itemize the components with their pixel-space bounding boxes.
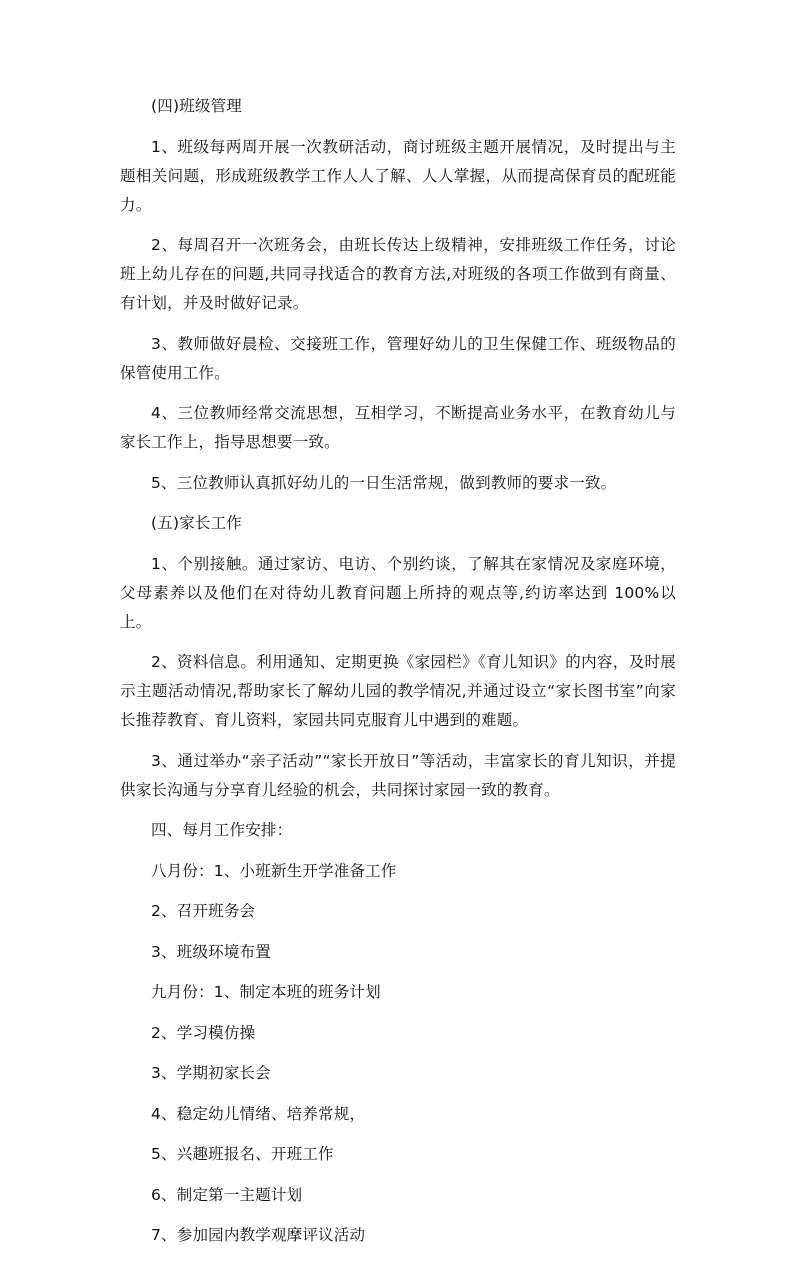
september-item-3: 3、学期初家长会: [151, 1064, 271, 1082]
august-item-1: 八月份：1、小班新生开学准备工作: [151, 861, 397, 880]
parent-work-item-2: 2、资料信息。利用通知、定期更换《家园栏》《育儿知识》的内容，及时展示主题活动情况,帮助家长了解幼儿园的教学情况,并通过设立“家长图书室”向家长推荐教育、育儿资料，家园共同克服育儿中遇到的难题。: [120, 653, 676, 729]
september-item-7: 7、参加园内教学观摩评议活动: [151, 1226, 366, 1244]
section-heading-class-management: (四)班级管理: [151, 97, 242, 115]
august-item-2: 2、召开班务会: [151, 902, 256, 920]
september-item-6: 6、制定第一主题计划: [151, 1185, 303, 1204]
section-heading-parent-work: (五)家长工作: [151, 514, 242, 532]
parent-work-item-1: 1、个别接触。通过家访、电访、个别约谈，了解其在家情况及家庭环境，父母素养以及他们在对待幼儿教育问题上所持的观点等,约访率达到 100%以上。: [120, 554, 676, 631]
september-item-4: 4、稳定幼儿情绪、培养常规，: [151, 1104, 366, 1123]
september-item-1: 九月份：1、制定本班的班务计划: [151, 983, 381, 1001]
september-item-5: 5、兴趣班报名、开班工作: [151, 1145, 334, 1163]
class-management-item-3: 3、教师做好晨检、交接班工作，管理好幼儿的卫生保健工作、班级物品的保管使用工作。: [120, 334, 676, 382]
september-item-2: 2、学习模仿操: [151, 1023, 256, 1042]
class-management-item-1: 1、班级每两周开展一次教研活动，商讨班级主题开展情况，及时提出与主题相关问题，形成班级教学工作人人了解、人人掌握，从而提高保育员的配班能力。: [120, 137, 676, 214]
class-management-item-2: 2、每周召开一次班务会，由班长传达上级精神，安排班级工作任务，讨论班上幼儿存在的问题,共同寻找适合的教育方法,对班级的各项工作做到有商量、有计划，并及时做好记录。: [120, 236, 676, 312]
class-management-item-5: 5、三位教师认真抓好幼儿的一日生活常规，做到教师的要求一致。: [151, 473, 617, 492]
document-body: [120, 92, 676, 1262]
section-heading-monthly-schedule: 四、每月工作安排：: [151, 821, 293, 839]
class-management-item-4: 4、三位教师经常交流思想，互相学习，不断提高业务水平，在教育幼儿与家长工作上，指导思想要一致。: [120, 404, 676, 451]
august-item-3: 3、班级环境布置: [151, 942, 271, 961]
parent-work-item-3: 3、通过举办“亲子活动”“家长开放日”等活动，丰富家长的育儿知识，并提供家长沟通与分享育儿经验的机会，共同探讨家园一致的教育。: [120, 751, 676, 799]
